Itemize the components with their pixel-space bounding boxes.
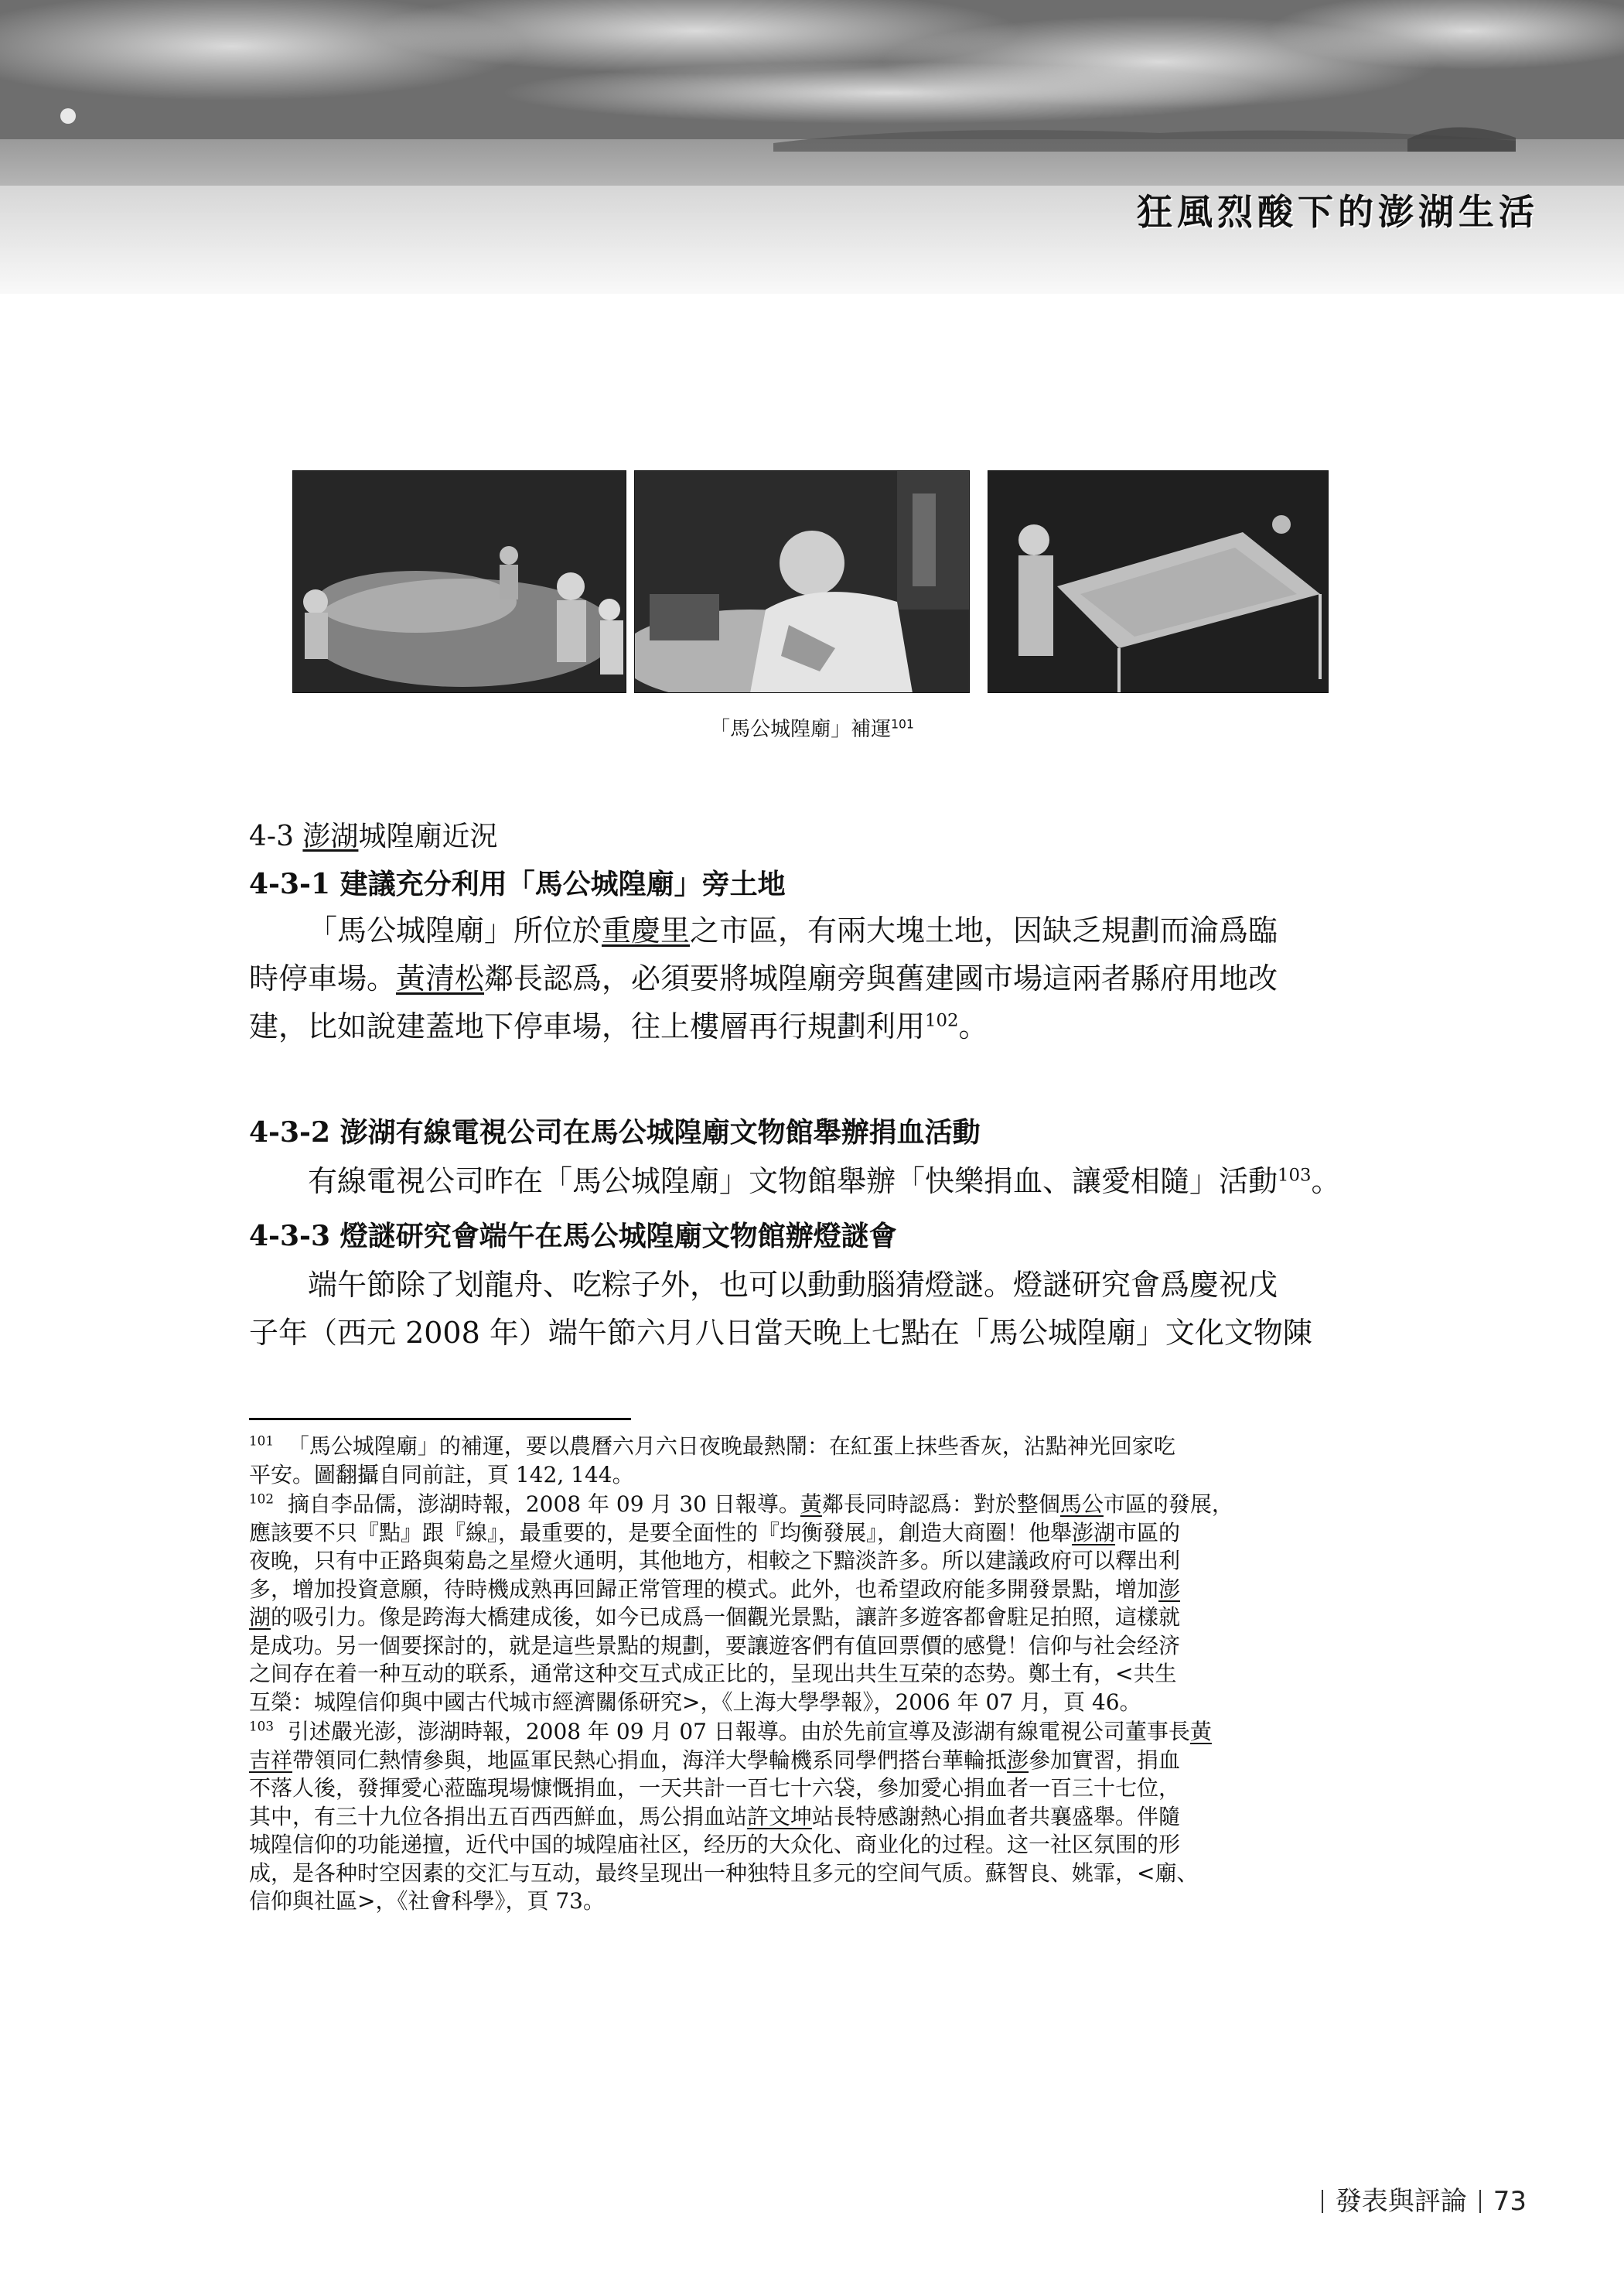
subsection-4-3-1-body: 「馬公城隍廟」所位於重慶里之市區，有兩大塊土地，因缺乏規劃而淪爲臨 時停車場。黃清松鄰長認爲，必須要將城隍廟旁與舊建國市場這兩者縣府用地改 建，比如說建蓋地下停車場，往上樓層再行規劃利用$^{102}$。 bbox=[249, 914, 1278, 1043]
temple-photo-1 bbox=[292, 470, 626, 693]
footnote-number: 101 bbox=[249, 1433, 275, 1449]
temple-photo-2 bbox=[634, 470, 970, 693]
photo-strip bbox=[292, 470, 1329, 693]
header-banner bbox=[0, 0, 1624, 294]
page-number: 73 bbox=[1493, 2186, 1527, 2217]
section-title: 4-3 澎湖城隍廟近況 bbox=[249, 821, 498, 852]
footnote-ref-103: 103 bbox=[1278, 1165, 1312, 1186]
series-title: 狂風烈酸下的澎湖生活 bbox=[1137, 191, 1539, 233]
subsection-4-3-3-heading: 4-3-3 燈謎研究會端午在馬公城隍廟文物館辦燈謎會 bbox=[249, 1220, 897, 1252]
subsection-4-3-2-heading: 4-3-2 澎湖有線電視公司在馬公城隍廟文物館舉辦捐血活動 bbox=[249, 1116, 981, 1149]
footnote-number: 103 bbox=[249, 1718, 275, 1734]
footnote-101: $^{101}$ 「馬公城隍廟」的補運，要以農曆六月六日夜晚最熱鬧：在紅蛋上抹些香灰，沾點神光回家吃 平安。圖翻攝自同前註，頁 142, 144。 bbox=[249, 1433, 1175, 1487]
seascape-banner-image bbox=[0, 0, 1624, 294]
subsection-4-3-3-body: 端午節除了划龍舟、吃粽子外，也可以動動腦猜燈謎。燈謎研究會爲慶祝戊 子年（西元 2008 年）端午節六月八日當天晚上七點在「馬公城隍廟」文化文物陳 bbox=[249, 1268, 1312, 1350]
subsection-4-3-1-heading: 4-3-1 建議充分利用「馬公城隍廟」旁土地 bbox=[249, 868, 786, 900]
footnote-103: $^{103}$ 引述嚴光澎，澎湖時報，2008 年 09 月 07 日報導。由於先前宣導及澎湖有線電視公司董事長黃 吉祥帶領同仁熱情參與，地區軍民熱心捐血，海洋大學輪機系同學們搭台華輪抵澎參加實習，捐血 不落人後，發揮愛心蒞臨現場慷慨捐血，一天共計一百七十六袋，參加愛心捐血者一百三十七位， 其中，有三十九位各捐出五百西西鮮血，馬公捐血站許文坤站長特感謝熱心捐血者共襄盛舉。伴隨 城隍信仰的功能递擅，近代中国的城隍庙社区，经历的大众化、商业化的过程。这一社区氛围的形 成，是各种时空因素的交汇与互动，最终呈现出一种独特且多元的空间气质。蘇智良、姚霏，<廟、 信仰與社區>，《社會科學》，頁 73。 bbox=[249, 1718, 1212, 1914]
figure-caption bbox=[0, 713, 1624, 742]
caption-text: 「馬公城隍廟」補運 bbox=[710, 718, 892, 741]
footnote-number: 102 bbox=[249, 1491, 275, 1507]
temple-photo-3 bbox=[988, 470, 1329, 693]
footnote-ref-102: 102 bbox=[925, 1010, 959, 1031]
caption-footnote-ref: 101 bbox=[891, 717, 914, 732]
footnote-rule bbox=[249, 1418, 631, 1420]
footnote-102: $^{102}$ 摘自李品儒，澎湖時報，2008 年 09 月 30 日報導。黃鄰長同時認爲：對於整個馬公市區的發展， 應該要不只『點』跟『線』，最重要的，是要全面性的『均衡發展』，創造大商圈！他舉澎湖市區的 夜晚，只有中正路與菊島之星燈火通明，其他地方，相較之下黯淡許多。所以建議政府可以釋出利 多，增加投資意願，待時機成熟再回歸正常管理的模式。此外，也希望政府能多開發景點，增加澎 湖的吸引力。像是跨海大橋建成後，如今已成爲一個觀光景點，讓許多遊客都會駐足拍照，這樣就 是成功。另一個要探討的，就是這些景點的規劃，要讓遊客們有值回票價的感覺！信仰与社会经济 之间存在着一种互动的联系，通常这种交互式成正比的，呈现出共生互荣的态势。鄭土有，<共生 互榮：城隍信仰與中國古代城市經濟關係研究>，《上海大學學報》，2006 年 07 月，頁 46。 bbox=[249, 1491, 1233, 1715]
page-footer bbox=[1309, 2180, 1527, 2218]
subsection-4-3-2-body: 有線電視公司昨在「馬公城隍廟」文物館舉辦「快樂捐血、讓愛相隨」活動$^{103}$。 bbox=[308, 1164, 1341, 1198]
footer-divider bbox=[1322, 2190, 1323, 2213]
footer-divider bbox=[1479, 2190, 1481, 2213]
footer-section-label: 發表與評論 bbox=[1335, 2186, 1467, 2217]
